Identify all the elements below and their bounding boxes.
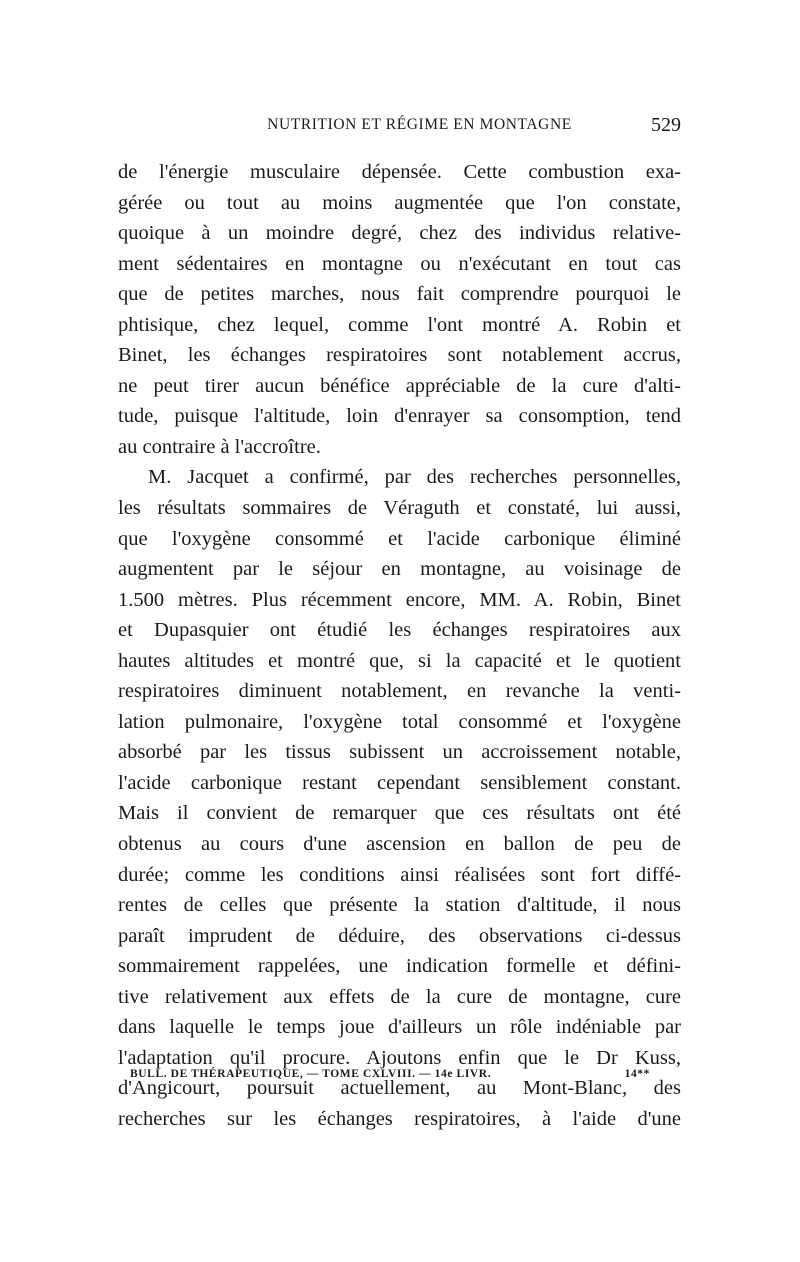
- text-line: au contraire à l'accroître.: [118, 435, 321, 458]
- text-line: l'acide carbonique restant cependant sensiblement constant.: [118, 771, 681, 794]
- text-line: l'adaptation qu'il procure. Ajoutons enfin que le Dr Kuss,: [118, 1046, 681, 1069]
- text-line: de l'énergie musculaire dépensée. Cette combustion exa-: [118, 161, 681, 183]
- running-title: NUTRITION ET RÉGIME EN MONTAGNE: [267, 116, 572, 133]
- text-line: ne peut tirer aucun bénéfice appréciable de la cure d'alti-: [118, 374, 681, 397]
- sheet-signature: 14**: [624, 1068, 650, 1080]
- body-text: [118, 157, 681, 1135]
- text-line: les résultats sommaires de Véraguth et constaté, lui aussi,: [118, 497, 681, 520]
- text-line: lation pulmonaire, l'oxygène total consommé et l'oxygène: [118, 710, 681, 733]
- text-line: 1.500 mètres. Plus récemment encore, MM. A. Robin, Binet: [118, 588, 681, 611]
- page-number: 529: [651, 114, 681, 136]
- text-line: que l'oxygène consommé et l'acide carbonique éliminé: [118, 527, 681, 550]
- text-line: et Dupasquier ont étudié les échanges respiratoires aux: [118, 619, 681, 642]
- text-line: augmentent par le séjour en montagne, au voisinage de: [118, 558, 681, 581]
- text-line: tude, puisque l'altitude, loin d'enrayer sa consomption, tend: [118, 405, 681, 428]
- text-line: gérée ou tout au moins augmentée que l'on constate,: [118, 191, 681, 214]
- text-line: hautes altitudes et montré que, si la capacité et le quotient: [118, 649, 681, 672]
- text-line: Mais il convient de remarquer que ces résultats ont été: [118, 802, 681, 825]
- text-line: absorbé par les tissus subissent un accroissement notable,: [118, 741, 681, 764]
- text-line: M. Jacquet a confirmé, par des recherches personnelles,: [148, 466, 681, 489]
- text-line: Binet, les échanges respiratoires sont notablement accrus,: [118, 344, 681, 367]
- text-line: quoique à un moindre degré, chez des individus relative-: [118, 222, 681, 245]
- text-line: obtenus au cours d'une ascension en ballon de peu de: [118, 833, 681, 856]
- text-line: dans laquelle le temps joue d'ailleurs un rôle indéniable par: [118, 1016, 681, 1039]
- journal-signature: BULL. DE THÉRAPEUTIQUE, — TOME CXLVIII. — 14e LIVR.: [130, 1068, 492, 1080]
- text-line: phtisique, chez lequel, comme l'ont montré A. Robin et: [118, 313, 681, 336]
- text-line: que de petites marches, nous fait comprendre pourquoi le: [118, 283, 681, 306]
- text-line: recherches sur les échanges respiratoires, à l'aide d'une: [118, 1107, 681, 1130]
- text-line: respiratoires diminuent notablement, en revanche la venti-: [118, 680, 681, 703]
- text-line: d'Angicourt, poursuit actuellement, au Mont-Blanc, des: [118, 1077, 681, 1100]
- text-line: durée; comme les conditions ainsi réalisées sont fort diffé-: [118, 863, 681, 886]
- text-line: ment sédentaires en montagne ou n'exécutant en tout cas: [118, 252, 681, 275]
- text-line: rentes de celles que présente la station d'altitude, il nous: [118, 894, 681, 917]
- running-head: [118, 116, 681, 142]
- text-line: paraît imprudent de déduire, des observations ci-dessus: [118, 924, 681, 947]
- page-footer: [130, 1068, 650, 1080]
- text-line: sommairement rappelées, une indication formelle et défini-: [118, 955, 681, 978]
- text-line: tive relativement aux effets de la cure de montagne, cure: [118, 985, 681, 1008]
